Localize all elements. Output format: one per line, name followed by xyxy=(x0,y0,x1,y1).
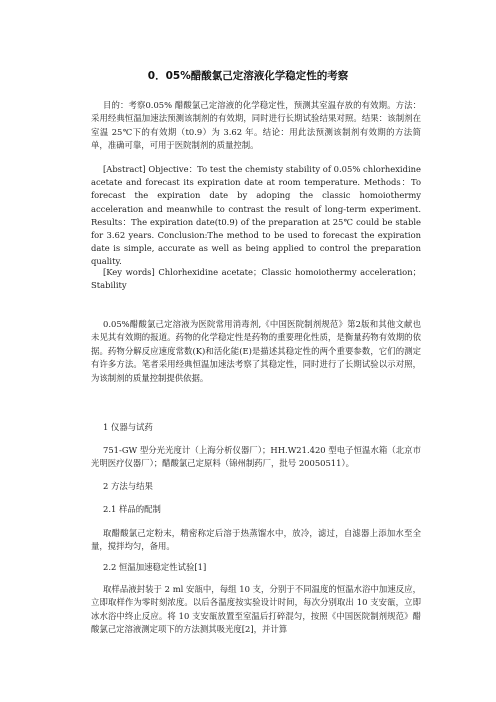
introduction-paragraph: 0.05%醋酸氯己定溶液为医院常用消毒剂,《中国医院制剂规范》第2版和其他文献也未见其有效期的报道。药物的化学稳定性是药物的重要理化性质，是衡量药物有效期的依据。药物分解反应速度常数(K)和活化能(E)是描述其稳定性的两个重要参数，它们的测定有许多方法。笔者采用经典恒温加速法考察了其稳定性，同时进行了长期试验以示对照，为该制剂的质量控制提供依据。 xyxy=(91,319,421,383)
english-abstract: [Abstract] Objective：To test the chemisty stability of 0.05% chlorhexidine acetate and forecast its expiration date at room temperature. Methods：To forecast the expiration date by adoping the classic homoiothermy acceleration and meanwhile to contrast the result of long-term experiment. Results：The expiration date(t0.9) of the preparation at 25℃ could be stable for 3.62 years. Conclusion:The method to be used to forecast the expiration date is simple, accurate as well as being applied to control the preparation quality. xyxy=(91,164,421,267)
paper-title: 0．05%醋酸氯己定溶液化学稳定性的考察 xyxy=(147,70,349,82)
instruments-paragraph: 751-GW 型分光光度计（上海分析仪器厂）；HH.W21.420 型电子恒温水箱（北京市光明医疗仪器厂）；醋酸氯己定原料（锦州制药厂，批号 20050511）。 xyxy=(91,445,421,469)
sample-prep-paragraph: 取醋酸氯己定粉末，精密称定后溶于热蒸馏水中，放冷，滤过，自滤器上添加水至全量，搅拌均匀，备用。 xyxy=(91,528,421,552)
english-keywords: [Key words] Chlorhexidine acetate；Classic homoiothermy acceleration；Stability xyxy=(91,267,421,291)
section-heading-methods: 2 方法与结果 xyxy=(103,481,153,491)
chinese-abstract: 目的：考察0.05% 醋酸氯己定溶液的化学稳定性，预测其室温存放的有效期。方法：采用经典恒温加速法预测该制剂的有效期，同时进行长期试验结果对照。结果：该制剂在室温 25℃下的有效期（t0.9）为 3.62 年。结论：用此法预测该制剂有效期的方法简单，准确可靠，可用于医院制剂的质量控制。 xyxy=(91,100,421,151)
section-heading-instruments: 1 仪器与试药 xyxy=(103,422,153,432)
subsection-heading-sample-prep: 2.1 样品的配制 xyxy=(103,504,161,514)
accelerated-test-paragraph: 取样品液封装于 2 ml 安瓿中，每组 10 支，分别于不同温度的恒温水浴中加速反应，立即取样作为零时刻浓度。以后各温度按实验设计时间，每次分别取出 10 支安瓿，立即冰水浴中终止反应。将 10 支安瓿放置至室温后打碎混匀，按照《中国医院制剂规范》醋酸氯己定溶液测定项下的方法测其吸光度[2]，并计算 xyxy=(91,584,421,635)
subsection-heading-accelerated-test: 2.2 恒温加速稳定性试验[1] xyxy=(103,562,207,572)
